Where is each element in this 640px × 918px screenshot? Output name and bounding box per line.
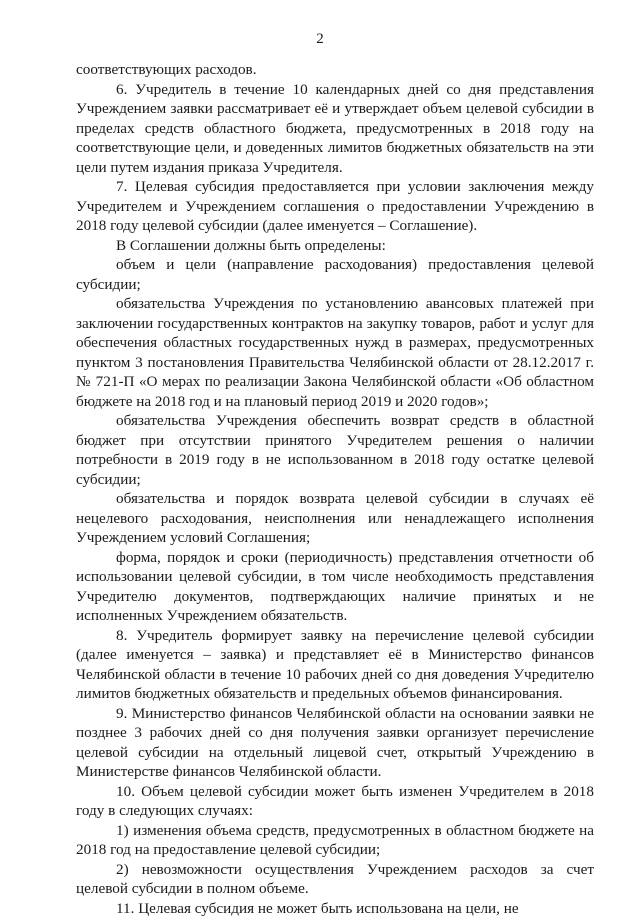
paragraph-misuse-return: обязательства и порядок возврата целевой субсидии в случаях её нецелевого расходования, неисполнения или ненадлежащего исполнения Учреждением условий Соглашения; <box>76 489 594 548</box>
paragraph-reporting: форма, порядок и сроки (периодичность) представления отчетности об использовании целевой субсидии, в том числе необходимость представления Учредителю документов, подтверждающих наличие принятых и не исполненных Учреждением обязательств. <box>76 548 594 626</box>
paragraph-item-9: 9. Министерство финансов Челябинской области на основании заявки не позднее 3 рабочих дней со дня получения заявки организует перечисление целевой субсидии на отдельный лицевой счет, открытый Учреждению в Министерстве финансов Челябинской области. <box>76 704 594 782</box>
paragraph-case-2: 2) невозможности осуществления Учреждением расходов за счет целевой субсидии в полном объеме. <box>76 860 594 899</box>
paragraph-continuation: соответствующих расходов. <box>76 60 594 80</box>
paragraph-item-6: 6. Учредитель в течение 10 календарных дней со дня представления Учреждением заявки рассматривает её и утверждает объем целевой субсидии в пределах средств областного бюджета, предусмотренных в 2018 году на соответствующие цели, и доведенных лимитов бюджетных обязательств на эти цели путем издания приказа Учредителя. <box>76 80 594 178</box>
document-body <box>76 60 594 918</box>
paragraph-case-1: 1) изменения объема средств, предусмотренных в областном бюджете на 2018 год на предоставление целевой субсидии; <box>76 821 594 860</box>
paragraph-agreement-purpose: объем и цели (направление расходования) предоставления целевой субсидии; <box>76 255 594 294</box>
page-number: 2 <box>0 30 640 48</box>
paragraph-item-11: 11. Целевая субсидия не может быть использована на цели, не <box>76 899 594 918</box>
paragraph-advance-payments: обязательства Учреждения по установлению авансовых платежей при заключении государственных контрактов на закупку товаров, работ и услуг для обеспечения областных государственных нужд в размерах, предусмотренных пунктом 3 постановления Правительства Челябинской области от 28.12.2017 г. № 721-П «О мерах по реализации Закона Челябинской области «Об областном бюджете на 2018 год и на плановый период 2019 и 2020 годов»; <box>76 294 594 411</box>
paragraph-item-7: 7. Целевая субсидия предоставляется при условии заключения между Учредителем и Учреждением соглашения о предоставлении Учреждению в 2018 году целевой субсидии (далее именуется – Соглашение). <box>76 177 594 236</box>
paragraph-item-10: 10. Объем целевой субсидии может быть изменен Учредителем в 2018 году в следующих случаях: <box>76 782 594 821</box>
paragraph-item-8: 8. Учредитель формирует заявку на перечисление целевой субсидии (далее именуется – заявка) и представляет её в Министерство финансов Челябинской области в течение 10 рабочих дней со дня доведения Учредителю лимитов бюджетных обязательств и предельных объемов финансирования. <box>76 626 594 704</box>
paragraph-agreement-intro: В Соглашении должны быть определены: <box>76 236 594 256</box>
paragraph-return-funds: обязательства Учреждения обеспечить возврат средств в областной бюджет при отсутствии принятого Учредителем решения о наличии потребности в 2019 году в не использованном в 2018 году остатке целевой субсидии; <box>76 411 594 489</box>
